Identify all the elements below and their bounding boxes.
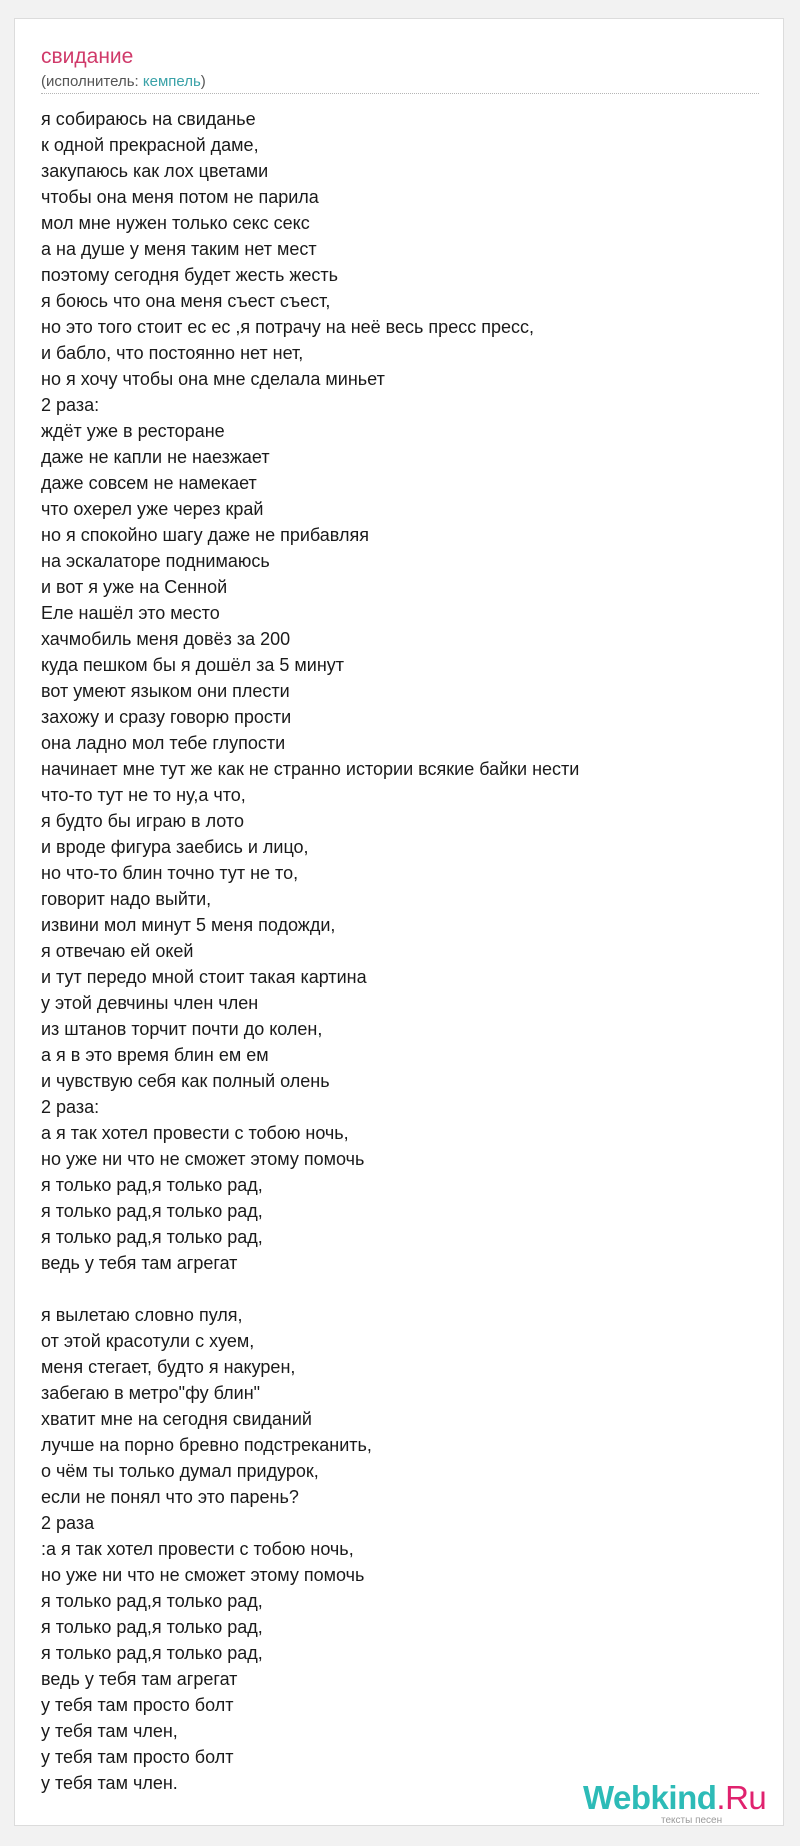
title-divider xyxy=(41,93,759,94)
lyric-line: а на душе у меня таким нет мест xyxy=(41,239,317,259)
lyric-line: лучше на порно бревно подстреканить, xyxy=(41,1435,372,1455)
lyric-line: я собираюсь на свиданье xyxy=(41,109,256,129)
lyric-line: и чувствую себя как полный олень xyxy=(41,1071,330,1091)
lyric-line: к одной прекрасной даме, xyxy=(41,135,259,155)
lyric-line: и вроде фигура заебись и лицо, xyxy=(41,837,309,857)
lyric-line: я будто бы играю в лото xyxy=(41,811,244,831)
lyric-line: и бабло, что постоянно нет нет, xyxy=(41,343,304,363)
lyric-line: у тебя там член, xyxy=(41,1721,178,1741)
artist-link[interactable]: кемпель xyxy=(142,73,201,90)
lyric-line: я только рад,я только рад, xyxy=(41,1175,263,1195)
lyric-line xyxy=(41,1276,761,1302)
webkind-logo xyxy=(583,1780,773,1826)
song-title: свидание xyxy=(41,45,134,68)
lyric-line: что-то тут не то ну,а что, xyxy=(41,785,246,805)
lyric-line: а я в это время блин ем ем xyxy=(41,1045,269,1065)
lyric-line: о чём ты только думал придурок, xyxy=(41,1461,319,1481)
lyric-line: на эскалаторе поднимаюсь xyxy=(41,551,270,571)
lyric-line: меня стегает, будто я накурен, xyxy=(41,1357,296,1377)
logo-brand-main: Webkind xyxy=(583,1779,717,1816)
lyric-line: она ладно мол тебе глупости xyxy=(41,733,286,753)
artist-prefix: (исполнитель: xyxy=(41,73,143,90)
logo-wordmark xyxy=(583,1780,766,1816)
lyric-line: :а я так хотел провести с тобою ночь, xyxy=(41,1539,354,1559)
lyric-line: 2 раза xyxy=(41,1513,95,1533)
lyric-line: захожу и сразу говорю прости xyxy=(41,707,292,727)
lyric-line: 2 раза: xyxy=(41,395,100,415)
lyric-line: Еле нашёл это место xyxy=(41,603,220,623)
lyric-line: начинает мне тут же как не странно истории всякие байки нести xyxy=(41,759,580,779)
lyric-line: ведь у тебя там агрегат xyxy=(41,1253,238,1273)
lyric-line: я отвечаю ей окей xyxy=(41,941,194,961)
lyric-line: но я хочу чтобы она мне сделала миньет xyxy=(41,369,385,389)
lyric-line: я только рад,я только рад, xyxy=(41,1591,263,1611)
lyric-line: извини мол минут 5 меня подожди, xyxy=(41,915,336,935)
lyric-line: забегаю в метро"фу блин" xyxy=(41,1383,261,1403)
lyric-line: вот умеют языком они плести xyxy=(41,681,290,701)
lyric-line: у тебя там просто болт xyxy=(41,1747,234,1767)
lyric-line: я только рад,я только рад, xyxy=(41,1201,263,1221)
lyric-line: хватит мне на сегодня свиданий xyxy=(41,1409,312,1429)
lyric-line: но уже ни что не сможет этому помочь xyxy=(41,1149,365,1169)
lyric-line: даже не капли не наезжает xyxy=(41,447,270,467)
lyric-line: поэтому сегодня будет жесть жесть xyxy=(41,265,338,285)
lyric-line: а я так хотел провести с тобою ночь, xyxy=(41,1123,349,1143)
lyric-line: закупаюсь как лох цветами xyxy=(41,161,269,181)
lyric-line: у тебя там член. xyxy=(41,1773,178,1793)
logo-brand-suffix: .Ru xyxy=(716,1779,767,1816)
lyric-line: и вот я уже на Сенной xyxy=(41,577,228,597)
lyric-line: ждёт уже в ресторане xyxy=(41,421,225,441)
lyric-line: если не понял что это парень? xyxy=(41,1487,299,1507)
lyric-line: что охерел уже через край xyxy=(41,499,264,519)
artist-suffix: ) xyxy=(200,73,206,90)
lyric-line: куда пешком бы я дошёл за 5 минут xyxy=(41,655,345,675)
artist-line xyxy=(41,73,206,91)
lyric-line: у тебя там просто болт xyxy=(41,1695,234,1715)
lyric-line: я только рад,я только рад, xyxy=(41,1617,263,1637)
lyric-line: ведь у тебя там агрегат xyxy=(41,1669,238,1689)
lyric-line: из штанов торчит почти до колен, xyxy=(41,1019,323,1039)
logo-tagline: тексты песен xyxy=(661,1815,723,1826)
lyric-line: но что-то блин точно тут не то, xyxy=(41,863,299,883)
lyric-line: и тут передо мной стоит такая картина xyxy=(41,967,367,987)
lyric-line: от этой красотули с хуем, xyxy=(41,1331,255,1351)
lyrics-block xyxy=(41,106,761,1796)
lyric-line: я боюсь что она меня съест съест, xyxy=(41,291,331,311)
lyric-line: чтобы она меня потом не парила xyxy=(41,187,319,207)
lyric-line: я вылетаю словно пуля, xyxy=(41,1305,243,1325)
lyric-line: у этой девчины член член xyxy=(41,993,259,1013)
lyric-line: я только рад,я только рад, xyxy=(41,1643,263,1663)
lyric-line: но уже ни что не сможет этому помочь xyxy=(41,1565,365,1585)
lyric-line: я только рад,я только рад, xyxy=(41,1227,263,1247)
lyric-line: говорит надо выйти, xyxy=(41,889,212,909)
lyric-line: но я спокойно шагу даже не прибавляя xyxy=(41,525,369,545)
lyric-line: 2 раза: xyxy=(41,1097,100,1117)
lyric-line: даже совсем не намекает xyxy=(41,473,257,493)
lyric-line: но это того стоит ес ес ,я потрачу на неё весь пресс пресс, xyxy=(41,317,534,337)
lyric-line: хачмобиль меня довёз за 200 xyxy=(41,629,291,649)
lyric-line: мол мне нужен только секс секс xyxy=(41,213,310,233)
